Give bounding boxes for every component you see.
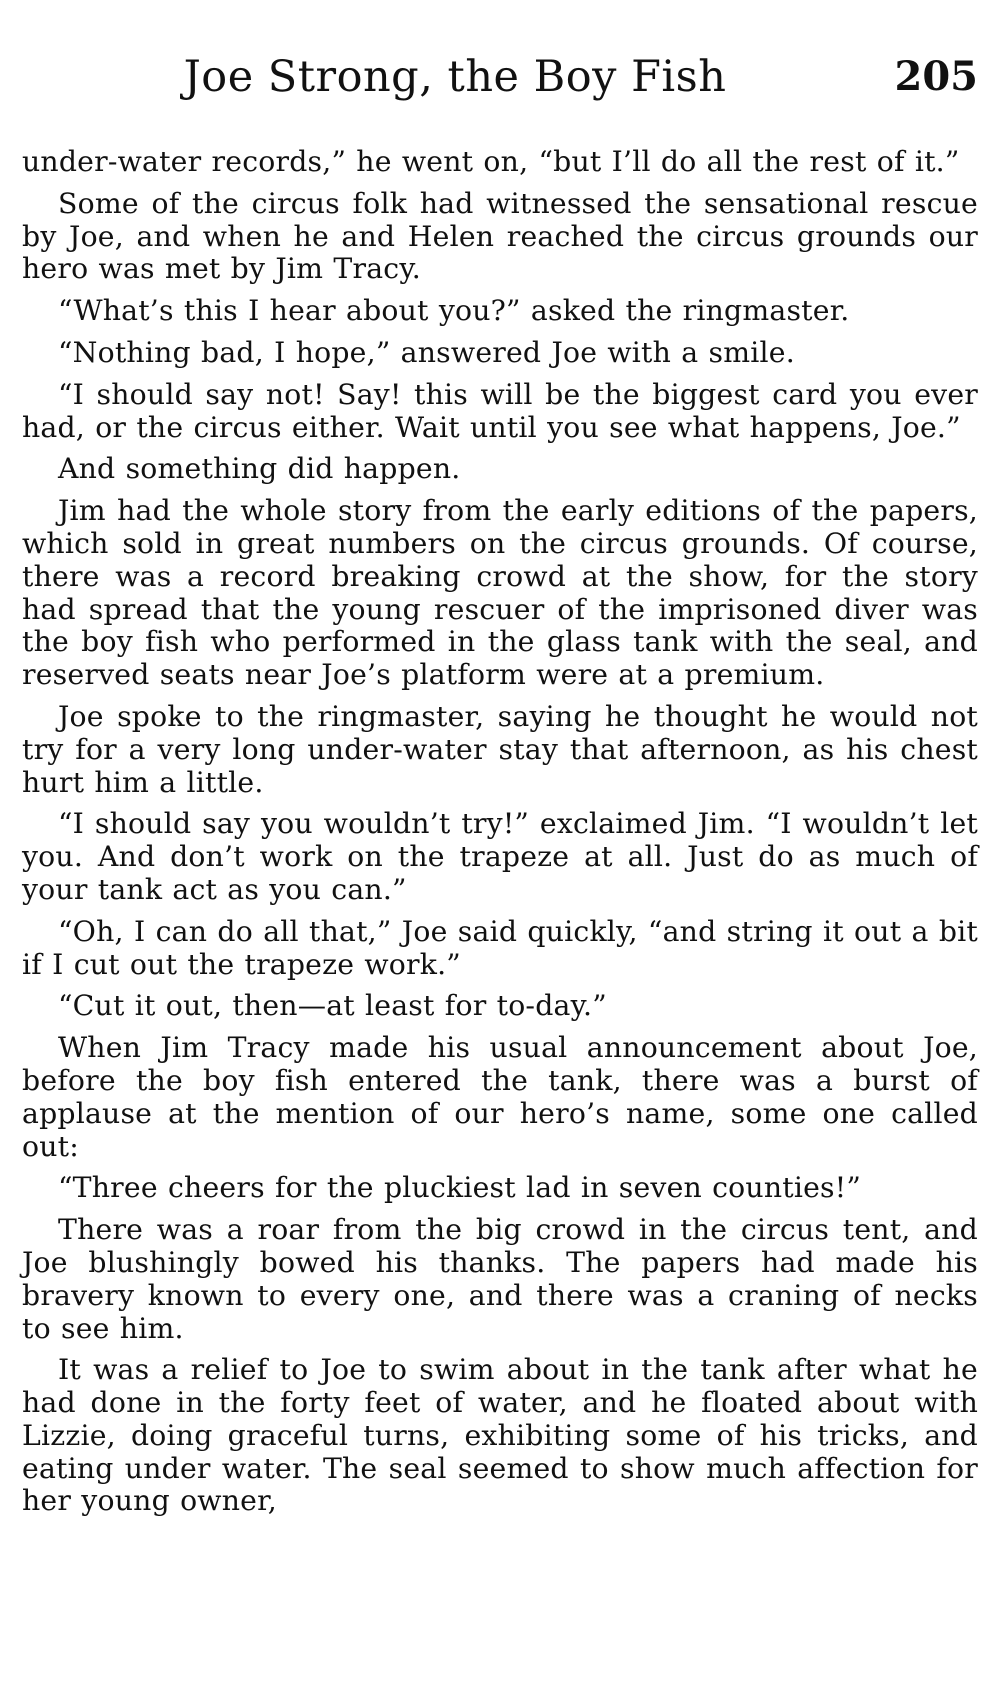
paragraph: “I should say you wouldn’t try!” exclaimed Jim. “I wouldn’t let you. And don’t work on the trapeze at all. Just do as much of your tank act as you can.” <box>22 807 978 906</box>
paragraph: “What’s this I hear about you?” asked the ringmaster. <box>58 294 850 328</box>
paragraph: “Oh, I can do all that,” Joe said quickly, “and string it out a bit if I cut out the trapeze work.” <box>22 914 978 981</box>
paragraph: There was a roar from the big crowd in the circus tent, and Joe blushingly bowed his thanks. The papers had made his bravery known to every one, and there was a craning of necks to see him. <box>22 1213 978 1345</box>
paragraph: And something did happen. <box>58 452 461 486</box>
body-text <box>22 146 978 1527</box>
paragraph: Joe spoke to the ringmaster, saying he thought he would not try for a very long under-water stay that afternoon, as his chest hurt him a little. <box>22 699 978 799</box>
paragraph: It was a relief to Joe to swim about in the tank after what he had done in the forty feet of water, and he floated about with Lizzie, doing graceful turns, exhibiting some of his tricks, and eating under water. The seal seemed to show much affection for her young owner, <box>22 1353 978 1518</box>
paragraph: Some of the circus folk had witnessed the sensational rescue by Joe, and when he and Helen reached the circus grounds our hero was met by Jim Tracy. <box>22 186 978 286</box>
paragraph-continued: under-water records,” he went on, “but I’ll do all the rest of it.” <box>22 145 960 178</box>
paragraph: “Cut it out, then—at least for to-day.” <box>58 989 607 1023</box>
paragraph: When Jim Tracy made his usual announcement about Joe, before the boy fish entered the tank, there was a burst of applause at the mention of our hero’s name, some one called out: <box>22 1031 978 1163</box>
paragraph: “Nothing bad, I hope,” answered Joe with a smile. <box>58 335 795 369</box>
paragraph: “Three cheers for the pluckiest lad in seven counties!” <box>58 1171 861 1205</box>
running-title: Joe Strong, the Boy Fish <box>183 52 727 102</box>
page-number: 205 <box>894 53 978 100</box>
paragraph: “I should say not! Say! this will be the biggest card you ever had, or the circus either. Wait until you see what happens, Joe.” <box>22 377 978 444</box>
paragraph: Jim had the whole story from the early editions of the papers, which sold in great numbers on the circus grounds. Of course, there was a record breaking crowd at the show, for the story had spread that the young rescuer of the imprisoned diver was the boy fish who performed in the glass tank with the seal, and reserved seats near Joe’s platform were at a premium. <box>22 494 978 692</box>
page-header <box>22 44 978 110</box>
